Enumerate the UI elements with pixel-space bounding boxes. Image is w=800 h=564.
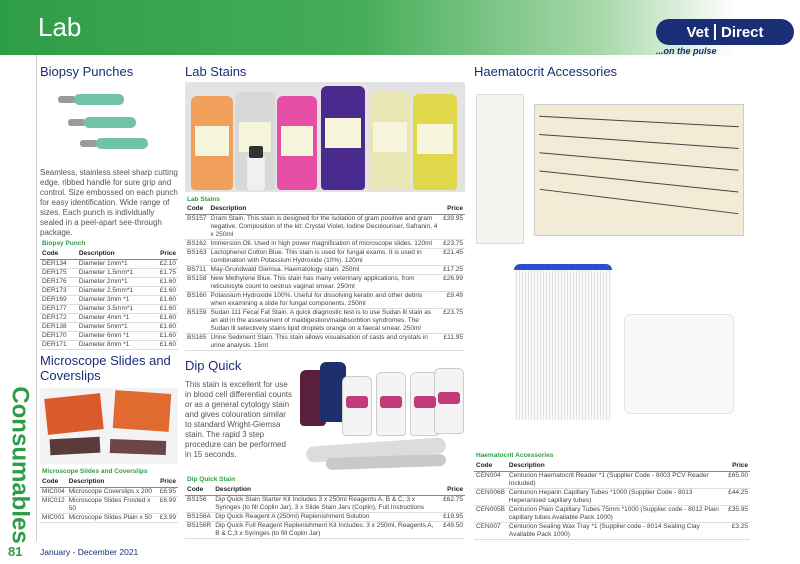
logo-text-right: Direct bbox=[720, 23, 764, 41]
cell-code: BS159 bbox=[185, 309, 209, 334]
table-row bbox=[40, 269, 178, 278]
cell-code: CEN004 bbox=[474, 472, 507, 489]
table-row bbox=[40, 314, 178, 323]
cell-price: £62.75 bbox=[441, 496, 465, 513]
table-row bbox=[40, 488, 178, 497]
cell-code: BS165 bbox=[185, 334, 209, 351]
table-row bbox=[40, 332, 178, 341]
cell-code: DER171 bbox=[40, 341, 77, 350]
slides-heading: Microscope Slides and Coverslips bbox=[40, 353, 171, 383]
cell-description: Centurion Heparin Capillary Tubes *1000 (Supplier Code - 8013 Heperanised capillary tubes) bbox=[507, 489, 726, 506]
table-row bbox=[40, 278, 178, 287]
slides-table bbox=[40, 477, 178, 523]
table-row bbox=[185, 496, 465, 513]
cell-description: Gram Stain. This stain is designed for the isolation of gram positive and gram negative. Composition of the kit: Crystal Violet, Iodine Decolouriser, Safranin, 4 x 250ml bbox=[209, 215, 442, 240]
dip-quick-image bbox=[296, 362, 466, 470]
cell-description: Diameter 3mm *1 bbox=[77, 296, 152, 305]
cell-price: £65.00 bbox=[726, 472, 750, 489]
cell-description: Centurion Plain Capillary Tubes 75mm *1000 (Supplier code - 8012 Plain capillary tubes Available Pack 1000) bbox=[507, 506, 726, 523]
logo-divider bbox=[714, 24, 716, 40]
cell-description: Microscope Slides Frosted x 50 bbox=[67, 497, 158, 514]
col-code: Code bbox=[40, 249, 77, 260]
table-row bbox=[185, 240, 465, 249]
cell-code: BS163 bbox=[185, 249, 209, 266]
col-code: Code bbox=[474, 461, 507, 472]
cell-price: £1.60 bbox=[152, 305, 178, 314]
table-row bbox=[40, 323, 178, 332]
cell-description: Diameter 4mm *1 bbox=[77, 314, 152, 323]
table-header-row bbox=[185, 485, 465, 496]
slides-table-title: Microscope Slides and Coverslips bbox=[42, 468, 148, 475]
cell-code: BS156R bbox=[185, 522, 213, 539]
cell-price: £1.60 bbox=[152, 332, 178, 341]
cell-price: £19.95 bbox=[443, 513, 463, 520]
cell-price: £6.95 bbox=[159, 488, 176, 495]
table-row bbox=[40, 497, 178, 514]
table-row bbox=[185, 292, 465, 309]
table-row bbox=[40, 305, 178, 314]
table-row bbox=[185, 334, 465, 351]
logo-tagline: ...on the pulse bbox=[656, 46, 717, 56]
table-header-row bbox=[474, 461, 750, 472]
cell-description: Diameter 6mm *1 bbox=[77, 332, 152, 341]
biopsy-table-title: Biopsy Punch bbox=[42, 240, 86, 247]
side-label-text: Consumables bbox=[7, 386, 34, 544]
cell-description: Diameter 1mm*1 bbox=[77, 260, 152, 269]
cell-description: Diameter 1.5mm*1 bbox=[77, 269, 152, 278]
table-row bbox=[185, 275, 465, 292]
table-row bbox=[474, 506, 750, 523]
table-header-row bbox=[40, 249, 178, 260]
table-row bbox=[40, 296, 178, 305]
cell-code: DER176 bbox=[40, 278, 77, 287]
table-row bbox=[185, 249, 465, 266]
cell-price: £2.10 bbox=[152, 260, 178, 269]
haematocrit-image bbox=[474, 84, 750, 446]
lab-stains-image bbox=[185, 82, 465, 192]
cell-price: £6.99 bbox=[158, 497, 178, 514]
catalogue-date: January - December 2021 bbox=[40, 547, 139, 557]
cell-description: Centurion Haematocrit Reader *1 (Supplier Code - 8003 PCV Reader Included) bbox=[507, 472, 726, 489]
cell-description: Microscope Slides Plain x 50 bbox=[67, 514, 158, 523]
biopsy-description: Seamless, stainless steel sharp cutting edge, ribbed handle for sure grip and control. Size embossed on each punch for easy identification. Wide range of sizes. Each punch is individually sealed in a peel-apart see-through package. bbox=[40, 168, 178, 237]
dipquick-heading: Dip Quick bbox=[185, 358, 242, 373]
table-row bbox=[40, 287, 178, 296]
cell-description: Immersion Oil. Used in high power magnification of microscope slides. 120ml bbox=[209, 240, 442, 249]
cell-code: DER173 bbox=[40, 287, 77, 296]
col-description: Description bbox=[507, 461, 726, 472]
cell-price: £11.95 bbox=[441, 334, 465, 351]
cell-description: Lactophenol Cotton Blue. This stain is used for fungal exams. It is used in combination with Potassium Hydroxide (10%). 120ml bbox=[209, 249, 442, 266]
table-row bbox=[40, 260, 178, 269]
cell-price: £26.99 bbox=[441, 275, 465, 292]
margin-divider bbox=[36, 55, 37, 541]
cell-code: BS160 bbox=[185, 292, 209, 309]
col-description: Description bbox=[209, 204, 442, 215]
cell-price: £17.25 bbox=[443, 266, 463, 273]
cell-price: £1.60 bbox=[152, 323, 178, 332]
cell-description: Diameter 5mm*1 bbox=[77, 323, 152, 332]
table-header-row bbox=[185, 204, 465, 215]
cell-description: Dip Quick Stain Starter Kit Includes 3 x 250ml Reagents A, B & C, 3 x Syringes (to fill Coplin Jar), 3 x Slide Stain Jars (Coplin), Full Instructions bbox=[213, 496, 441, 513]
cell-code: DER175 bbox=[40, 269, 77, 278]
cell-price: £1.60 bbox=[152, 278, 178, 287]
table-row bbox=[185, 215, 465, 240]
table-row bbox=[40, 514, 178, 523]
cell-code: DER134 bbox=[40, 260, 77, 269]
dipquick-description: This stain is excellent for use in blood cell differential counts or as a general cytology stain and gives colouration similar to standard Wright-Giemsa stain. The rapid 3 step procedure can be performed in 15 seconds. bbox=[185, 380, 293, 459]
cell-description: Urine Sediment Stain. This stain allows visualisation of casts and crystals in urine analysis. 15ml bbox=[209, 334, 442, 351]
biopsy-heading: Biopsy Punches bbox=[40, 64, 134, 79]
col-description: Description bbox=[213, 485, 441, 496]
table-header-row bbox=[40, 477, 178, 488]
cell-price: £35.95 bbox=[726, 506, 750, 523]
cell-price: £1.60 bbox=[152, 287, 178, 296]
biopsy-table bbox=[40, 249, 178, 350]
cell-price: £3.99 bbox=[159, 514, 176, 521]
col-code: Code bbox=[185, 485, 213, 496]
stains-table bbox=[185, 204, 465, 351]
haem-table-title: Haematocrit Accessories bbox=[476, 452, 554, 459]
cell-code: MIC004 bbox=[42, 488, 65, 495]
cell-price: £21.45 bbox=[441, 249, 465, 266]
page-title: Lab bbox=[38, 12, 82, 42]
table-row bbox=[185, 522, 465, 539]
cell-description: Centurion Sealing Wax Tray *1 (Supplier code - 8014 Sealing Clay Available Pack 1000) bbox=[507, 523, 726, 540]
cell-price: £3.25 bbox=[726, 523, 750, 540]
cell-code: BS158 bbox=[185, 275, 209, 292]
cell-price: £1.60 bbox=[152, 341, 178, 350]
col-code: Code bbox=[40, 477, 67, 488]
cell-code: DER172 bbox=[40, 314, 77, 323]
slides-image bbox=[40, 388, 178, 464]
cell-code: MIC012 bbox=[40, 497, 67, 514]
col-price: Price bbox=[152, 249, 178, 260]
cell-price: £23.75 bbox=[441, 309, 465, 334]
cell-description: Dip Quick Full Reagent Replenishment Kit Includes: 3 x 250ml, Reagents A, B & C,3 x Syringes (to fill Coplin Jar) bbox=[213, 522, 441, 539]
cell-price: £9.49 bbox=[441, 292, 465, 309]
table-row bbox=[185, 309, 465, 334]
cell-code: BS157 bbox=[185, 215, 209, 240]
cell-description: Microscope Coverslips x 200 bbox=[67, 488, 158, 497]
cell-code: DER138 bbox=[40, 323, 77, 332]
cell-price: £23.75 bbox=[443, 240, 463, 247]
cell-description: Diameter 8mm *1 bbox=[77, 341, 152, 350]
cell-code: DER169 bbox=[40, 296, 77, 305]
cell-code: DER177 bbox=[40, 305, 77, 314]
cell-price: £1.75 bbox=[152, 269, 178, 278]
cell-description: May-Grundwald Giemsa. Haematology stain. 250ml bbox=[209, 266, 442, 275]
col-description: Description bbox=[67, 477, 158, 488]
cell-description: Potassium Hydroxide 100%. Useful for dissolving keratin and other debris when examining a slide for fungal components. 250ml bbox=[209, 292, 442, 309]
cell-description: Diameter 2.5mm*1 bbox=[77, 287, 152, 296]
table-row bbox=[185, 266, 465, 275]
col-price: Price bbox=[158, 477, 178, 488]
cell-code: BS156A bbox=[185, 513, 213, 522]
dipquick-table bbox=[185, 485, 465, 539]
cell-code: BS711 bbox=[185, 266, 209, 275]
stains-table-title: Lab Stains bbox=[187, 196, 220, 203]
cell-price: £49.50 bbox=[441, 522, 465, 539]
haem-table bbox=[474, 461, 750, 540]
cell-description: Diameter 2mm*1 bbox=[77, 278, 152, 287]
cell-description: Diameter 3.5mm*1 bbox=[77, 305, 152, 314]
biopsy-punch-image bbox=[40, 84, 174, 160]
col-price: Price bbox=[726, 461, 750, 472]
table-row bbox=[185, 513, 465, 522]
cell-code: BS156 bbox=[185, 496, 213, 513]
cell-price: £39.95 bbox=[441, 215, 465, 240]
table-row bbox=[474, 489, 750, 506]
dipquick-table-title: Dip Quick Stain bbox=[187, 476, 236, 483]
col-price: Price bbox=[441, 485, 465, 496]
cell-description: Dip Quick Reagent A (250ml) Replenishment Solution bbox=[213, 513, 441, 522]
page-number: 81 bbox=[8, 544, 23, 559]
table-row bbox=[474, 472, 750, 489]
cell-description: Sudan 111 Fecal Fat Stain. A quick diagnostic test is to use Sudan lll stain as an aid in the assessment of maldigestion/malabsorbtion syndromes. The Sudan lll selectively stains lipid droplets orange on a faecal smear. 250ml bbox=[209, 309, 442, 334]
cell-price: £44.25 bbox=[726, 489, 750, 506]
haem-heading: Haematocrit Accessories bbox=[474, 64, 618, 79]
cell-code: DER170 bbox=[40, 332, 77, 341]
cell-code: BS162 bbox=[187, 240, 207, 247]
cell-price: £1.60 bbox=[152, 296, 178, 305]
cell-code: CEN006B bbox=[474, 489, 507, 506]
cell-price: £1.60 bbox=[152, 314, 178, 323]
cell-code: CEN007 bbox=[474, 523, 507, 540]
logo-text-left: Vet bbox=[686, 23, 709, 41]
stains-heading: Lab Stains bbox=[185, 64, 247, 79]
col-price: Price bbox=[441, 204, 465, 215]
table-row bbox=[474, 523, 750, 540]
vet-direct-logo bbox=[656, 19, 794, 45]
cell-code: CEN005B bbox=[474, 506, 507, 523]
col-code: Code bbox=[185, 204, 209, 215]
table-row bbox=[40, 341, 178, 350]
cell-description: New Methylene Blue. This stain has many veterinary applications, from reticulocyte count to oestrus vaginal smear. 250ml bbox=[209, 275, 442, 292]
cell-code: MIC001 bbox=[42, 514, 65, 521]
section-side-label bbox=[6, 386, 34, 544]
col-description: Description bbox=[77, 249, 152, 260]
